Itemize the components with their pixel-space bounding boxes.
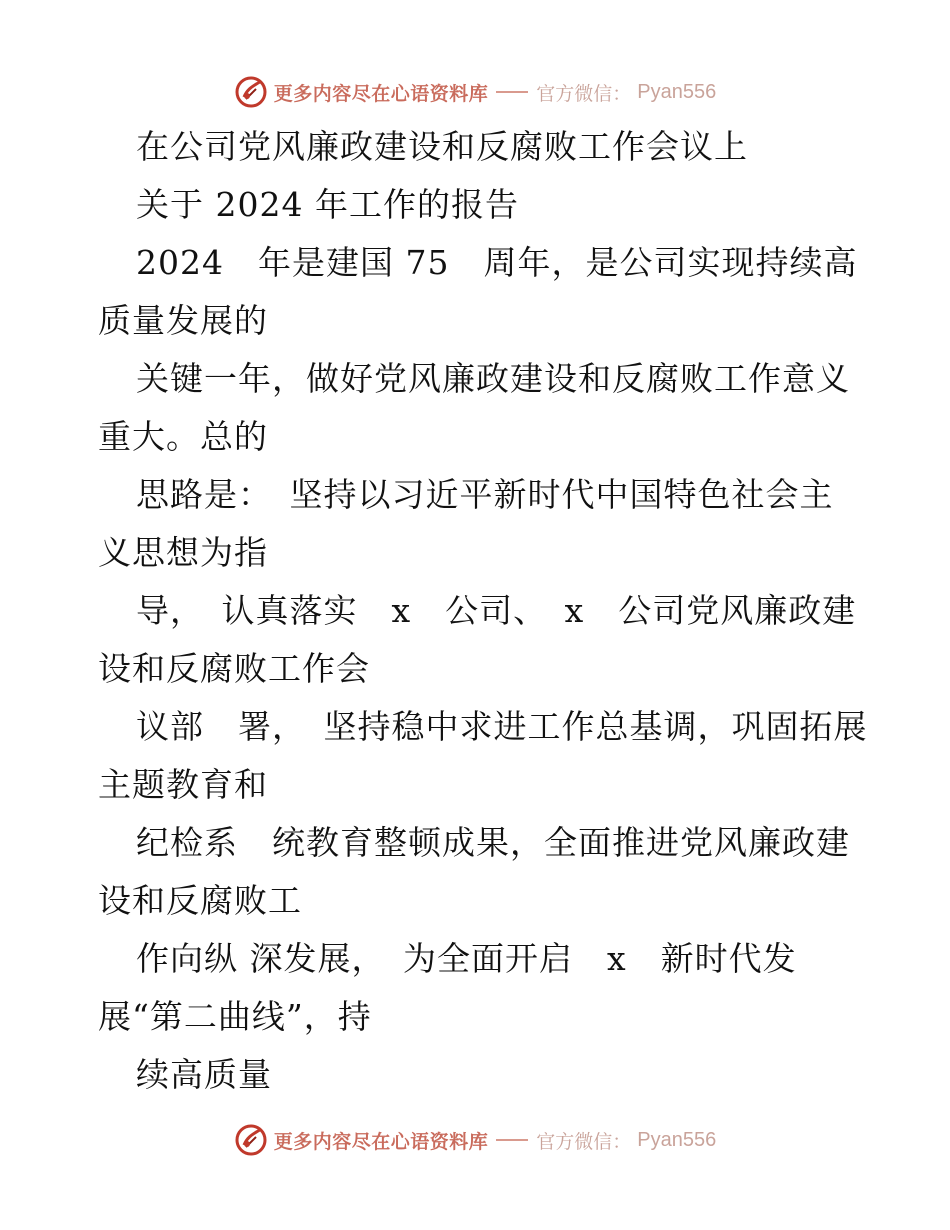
paragraph-line: 主题教育和 [98,765,268,804]
paragraph-line: 关键一年，做好党风廉政建设和反腐败工作意义 [136,359,850,398]
paragraph-line: 重大。总的 [98,417,268,456]
paragraph-line: 导， 认真落实 x 公司、 x 公司党风廉政建 [136,591,857,630]
paragraph-line: 续高质量 [136,1055,272,1094]
watermark-brand-text: 更多内容尽在心语资料库 [273,82,489,105]
paragraph-line: 作向纵 深发展， 为全面开启 x 新时代发 [136,939,797,978]
watermark-wechat-id: Pyan556 [637,80,717,103]
paragraph-line: 纪检系 统教育整顿成果，全面推进党风廉政建 [136,823,850,862]
paragraph-line: 思路是： 坚持以习近平新时代中国特色社会主 [136,475,834,514]
paragraph-line: 设和反腐败工作会 [98,649,370,688]
paragraph-line: 设和反腐败工 [98,881,302,920]
watermark-dash [496,1139,528,1141]
paragraph-line: 义思想为指 [98,533,268,572]
footer-watermark [0,1120,950,1160]
watermark-wechat-id: Pyan556 [637,1128,717,1151]
watermark-official-label: 官方微信： [536,82,632,105]
paragraph-line: 展“第二曲线”，持 [98,997,372,1036]
watermark-official-label: 官方微信： [536,1130,632,1153]
paragraph-line: 质量发展的 [98,301,268,340]
paragraph-line: 议部 署， 坚持稳中求进工作总基调，巩固拓展 [136,707,868,746]
document-title-line2: 关于 2024 年工作的报告 [136,185,519,224]
red-seal-logo-icon [234,75,268,109]
document-body [98,118,868,1104]
red-seal-logo-icon [234,1123,268,1157]
watermark-brand-text: 更多内容尽在心语资料库 [273,1130,489,1153]
header-watermark [0,72,950,112]
paragraph-line: 2024 年是建国 75 周年，是公司实现持续高 [136,243,858,282]
document-title-line1: 在公司党风廉政建设和反腐败工作会议上 [136,127,748,166]
watermark-dash [496,91,528,93]
